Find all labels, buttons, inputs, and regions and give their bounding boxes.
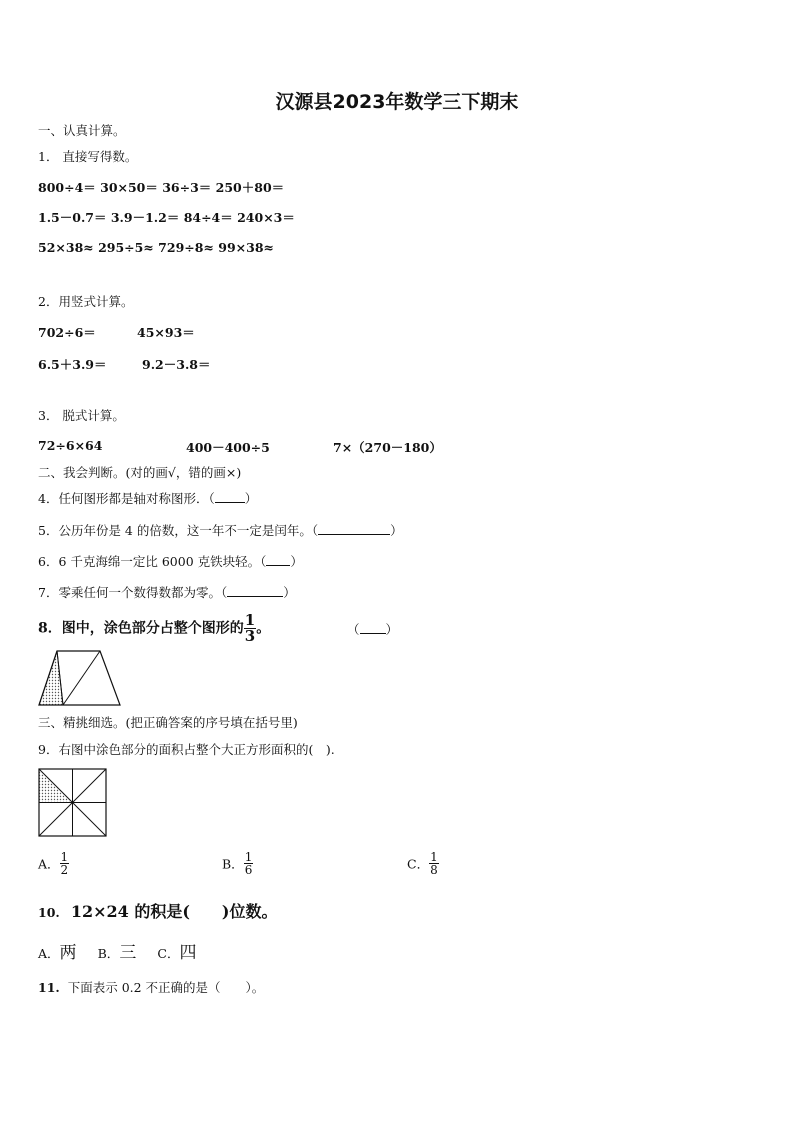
question-8 — [38, 613, 270, 644]
question-1-row-2: 1.5－0.7＝ 3.9－1.2＝ 84÷4＝ 240×3＝ — [38, 210, 295, 225]
question-7-close: ） — [283, 585, 296, 600]
fraction-numerator: 1 — [244, 611, 256, 629]
question-4-close: ） — [244, 491, 258, 506]
option-c-label: C． — [407, 856, 430, 872]
question-11 — [38, 978, 264, 996]
fraction-numerator: 1 — [430, 850, 438, 864]
trapezoid-figure — [36, 649, 124, 709]
option-c[interactable] — [157, 943, 196, 962]
option-b-fraction — [244, 851, 254, 876]
question-2-item-1: 702÷6＝ — [38, 325, 96, 340]
question-9-text: 9．右图中涂色部分的面积占整个大正方形面积的( ). — [38, 742, 335, 757]
question-7-text: 7．零乘任何一个数得数都为零。（ — [38, 585, 228, 600]
section-1-heading: 一、认真计算。 — [38, 123, 126, 138]
question-8-answer — [347, 620, 398, 638]
question-10 — [38, 899, 278, 922]
option-c-label: C． — [157, 946, 180, 961]
section-3-heading: 三、精挑细选。(把正确答案的序号填在括号里) — [38, 715, 298, 730]
question-11-number: 11. — [38, 980, 60, 995]
option-a[interactable] — [38, 851, 69, 876]
question-1-row-3: 52×38≈ 295÷5≈ 729÷8≈ 99×38≈ — [38, 240, 275, 255]
fraction-denominator: 3 — [244, 627, 256, 645]
answer-blank-4[interactable] — [215, 490, 245, 503]
option-a[interactable] — [38, 943, 77, 962]
question-10-number: 10. — [38, 905, 60, 920]
question-2-item-2: 45×93＝ — [137, 325, 195, 340]
option-b-label: B． — [97, 946, 120, 961]
fraction-denominator: 8 — [430, 863, 438, 877]
question-5-close: ） — [390, 523, 403, 538]
fraction-numerator: 1 — [60, 850, 69, 864]
answer-blank-6[interactable] — [266, 553, 290, 566]
question-8-tail: 。 — [256, 620, 271, 637]
question-5 — [38, 521, 403, 539]
question-1-row-1: 800÷4＝ 30×50＝ 36÷3＝ 250＋80＝ — [38, 180, 285, 195]
question-7 — [38, 583, 296, 601]
question-8-fraction — [244, 613, 256, 644]
question-3-item-3: 7×（270－180） — [333, 440, 442, 455]
question-3-item-2: 400－400÷5 — [186, 440, 270, 455]
shaded-triangle — [39, 651, 63, 705]
option-b-label: B． — [222, 856, 244, 872]
question-1-label: 1． 直接写得数。 — [38, 149, 138, 164]
question-2-item-4: 9.2－3.8＝ — [142, 357, 211, 372]
option-c-fraction — [429, 851, 439, 876]
question-8-close: ） — [385, 622, 399, 637]
option-c-value: 四 — [179, 943, 197, 963]
option-b[interactable] — [222, 851, 253, 876]
option-a-value: 两 — [59, 943, 77, 963]
question-11-text: 下面表示 0.2 不正确的是（ ）。 — [67, 980, 265, 995]
question-2-label: 2．用竖式计算。 — [38, 294, 134, 309]
question-4-text: 4．任何图形都是轴对称图形．（ — [38, 491, 215, 506]
question-10-options — [38, 938, 196, 963]
question-6-close: ） — [290, 554, 303, 569]
option-a-label: A． — [38, 856, 60, 872]
question-8-text: 8．图中，涂色部分占整个图形的 — [38, 620, 244, 637]
fraction-denominator: 2 — [60, 863, 69, 877]
question-4 — [38, 489, 257, 507]
question-8-open: （ — [347, 622, 360, 637]
question-3-label: 3． 脱式计算。 — [38, 408, 125, 423]
square-figure — [38, 768, 108, 838]
section-2-heading: 二、我会判断。(对的画√，错的画×) — [38, 465, 242, 480]
answer-blank-8[interactable] — [360, 621, 386, 634]
question-10-text: 12×24 的积是( )位数。 — [70, 902, 278, 921]
answer-blank-7[interactable] — [227, 584, 283, 597]
question-2-item-3: 6.5＋3.9＝ — [38, 357, 107, 372]
option-b-value: 三 — [119, 943, 137, 963]
question-5-text: 5．公历年份是 4 的倍数，这一年不一定是闰年。（ — [38, 523, 319, 538]
question-6 — [38, 552, 303, 570]
question-6-text: 6．6 千克海绵一定比 6000 克铁块轻。（ — [38, 554, 267, 569]
fraction-denominator: 6 — [244, 863, 253, 877]
option-a-label: A． — [38, 946, 60, 961]
fraction-numerator: 1 — [244, 850, 253, 864]
option-b[interactable] — [98, 943, 137, 962]
page-title: 汉源县2023年数学三下期末 — [275, 91, 519, 113]
option-c[interactable] — [407, 851, 439, 876]
question-3-item-1: 72÷6×64 — [38, 438, 103, 453]
answer-blank-5[interactable] — [318, 522, 390, 535]
option-a-fraction — [60, 851, 70, 876]
